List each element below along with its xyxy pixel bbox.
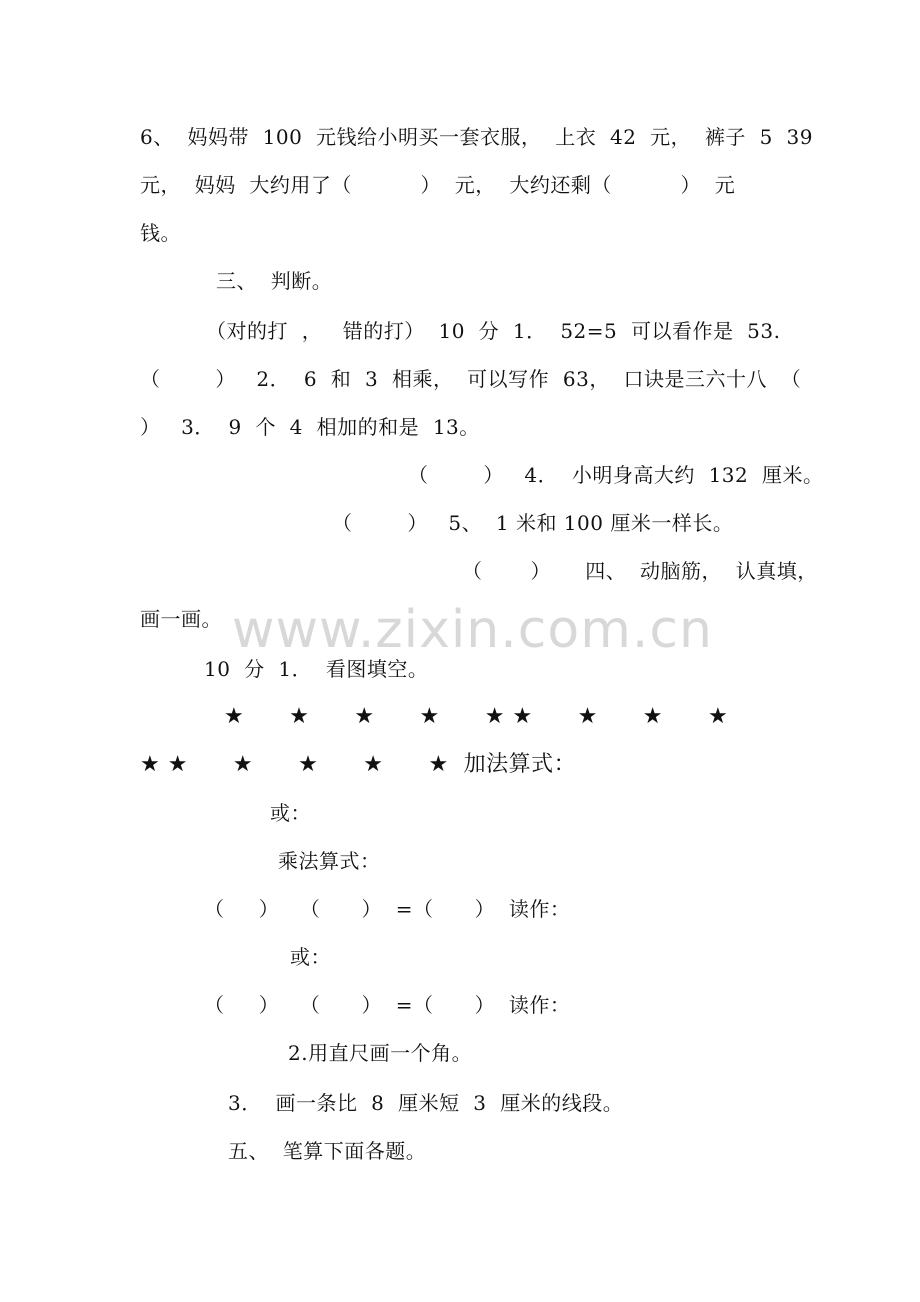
text-line: （对的打 ， 错的打） 10 分 1． 52=5 可以看作是 53.: [206, 319, 781, 343]
watermark: www.zixin.com.cn: [232, 600, 713, 660]
text-line: ） 3． 9 个 4 相加的和是 13。: [140, 415, 480, 439]
text-line: （ ） 4． 小明身高大约 132 厘米。: [408, 463, 824, 487]
formula-line: （ ） （ ） =（ ） 读作：: [204, 897, 571, 921]
text-line: 乘法算式：: [278, 849, 381, 873]
text-line: 3． 画一条比 8 厘米短 3 厘米的线段。: [228, 1091, 624, 1115]
text-line: （ ） 2． 6 和 3 相乘， 可以写作 63， 口诀是三六十八 （: [140, 367, 802, 391]
text-line: （ ） 四、 动脑筋， 认真填，: [462, 559, 818, 583]
text-line: 钱。: [140, 221, 181, 245]
text-line: 6、 妈妈带 100 元钱给小明买一套衣服， 上衣 42 元， 裤子 5 39: [140, 125, 813, 149]
formula-line: （ ） （ ） =（ ） 读作：: [204, 993, 571, 1017]
section-heading: 三、 判断。: [216, 269, 333, 293]
text-line: 画一画。: [140, 607, 222, 631]
text-line: 元， 妈妈 大约用了（ ） 元， 大约还剩（ ） 元: [140, 173, 736, 197]
star-row-with-label: ★ ★ ★ ★ ★ ★ 加法算式：: [140, 752, 577, 777]
text-line: 或：: [270, 801, 311, 825]
text-line: （ ） 5、 1 米和 100 厘米一样长。: [332, 511, 734, 535]
text-line: 或：: [290, 945, 331, 969]
text-line: 10 分 1． 看图填空。: [204, 657, 429, 681]
star-row: ★ ★ ★ ★ ★ ★ ★ ★ ★: [224, 704, 729, 729]
section-heading: 五、 笔算下面各题。: [228, 1139, 427, 1163]
text-line: 2.用直尺画一个角。: [288, 1041, 473, 1065]
